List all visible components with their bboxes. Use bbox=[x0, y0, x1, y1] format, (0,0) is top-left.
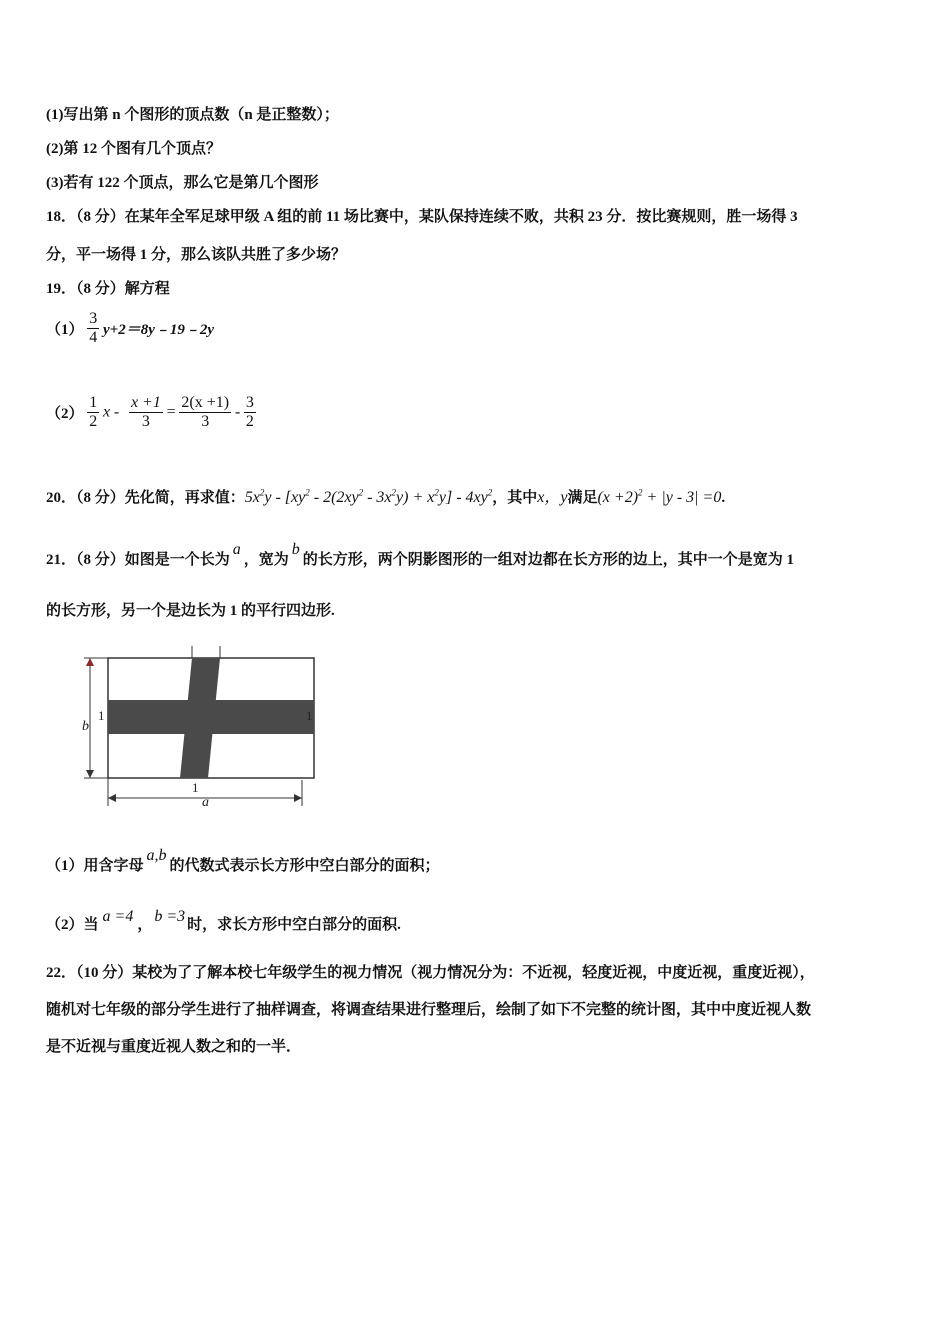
q19-part1-equation: y+2＝8y﹣19﹣2y bbox=[103, 322, 215, 338]
q21-line2: 的长方形，另一个是边长为 1 的平行四边形. bbox=[46, 603, 335, 619]
q21-part2 bbox=[46, 908, 401, 934]
q20-var-x: x， bbox=[537, 489, 561, 506]
q17-part3: (3)若有 122 个顶点，那么它是第几个图形 bbox=[46, 175, 319, 191]
fraction-numerator: x +1 bbox=[130, 394, 161, 411]
q18-line1: 18．（8 分）在某年全军足球甲级 A 组的前 11 场比赛中，某队保持连续不败，共积 23 分．按比赛规则，胜一场得 3 bbox=[46, 209, 798, 225]
q21-part2-comma: ， bbox=[137, 917, 153, 933]
q21-var-b: b bbox=[291, 541, 300, 558]
figure-label-1-right: 1 bbox=[306, 708, 313, 723]
figure-label-1-bottom: 1 bbox=[192, 780, 199, 795]
q21-text-a: 21．（8 分）如图是一个长为 bbox=[46, 552, 230, 568]
q20-condition-word: 满足 bbox=[567, 490, 598, 506]
figure-label-1-left: 1 bbox=[98, 708, 105, 723]
q19-part2-minus-1: - bbox=[113, 403, 120, 421]
q19-part1-fraction bbox=[87, 310, 99, 347]
q19-part2-fraction-3 bbox=[179, 394, 231, 431]
fraction-denominator: 2 bbox=[89, 413, 98, 430]
q19-part1 bbox=[46, 310, 214, 347]
q20-expression: $5x^2y - [xy^2 - 2(2xy^2 - 3x^2y) + x^2y] - 4xy^2$ bbox=[244, 487, 493, 506]
q21-figure bbox=[80, 640, 320, 810]
q20-var-y: y bbox=[560, 489, 568, 506]
q22-line3: 是不近视与重度近视人数之和的一半． bbox=[46, 1039, 302, 1055]
q21-part2-a-value: a =4 bbox=[102, 908, 134, 925]
figure-parallelogram bbox=[180, 658, 220, 778]
fraction-numerator: 2(x +1) bbox=[181, 394, 230, 411]
q21-var-a: a bbox=[232, 541, 241, 558]
q22-line1: 22．（10 分）某校为了了解本校七年级学生的视力情况（视力情况分为：不近视，轻度近视，中度近视，重度近视）， bbox=[46, 965, 815, 981]
figure-label-a: a bbox=[202, 795, 209, 810]
figure-label-b: b bbox=[82, 719, 89, 734]
figure-b-arrowhead-top bbox=[86, 658, 94, 666]
q20-prefix: 20．（8 分）先化简，再求值： bbox=[46, 490, 245, 506]
q19-part2-equals: = bbox=[166, 403, 176, 421]
q17-part2: (2)第 12 个图有几个顶点？ bbox=[46, 141, 221, 157]
q21-text-b: ，宽为 bbox=[243, 552, 289, 568]
q22-line2: 随机对七年级的部分学生进行了抽样调查，将调查结果进行整理后，绘制了如下不完整的统计图，其中中度近视人数 bbox=[46, 1002, 812, 1018]
q20-condition: $(x +2)^2 + |y - 3| =0$ bbox=[597, 487, 722, 506]
q21-part1-text-a: （1）用含字母 bbox=[46, 858, 144, 874]
q21-part2-b-value: b =3 bbox=[154, 908, 186, 925]
q21-line1 bbox=[46, 541, 795, 569]
fraction-numerator: 3 bbox=[245, 394, 254, 411]
q21-part2-text-b: 时，求长方形中空白部分的面积. bbox=[187, 917, 401, 933]
q19-part2-minus-2: - bbox=[234, 403, 241, 421]
q20-mid: ，其中 bbox=[492, 490, 538, 506]
fraction-denominator: 3 bbox=[179, 412, 231, 431]
q19-part2 bbox=[46, 394, 256, 431]
q19-part2-x: x bbox=[103, 403, 111, 421]
q21-part1-vars: a,b bbox=[146, 847, 167, 864]
q20-end: . bbox=[721, 490, 726, 506]
q21-text-c: 的长方形，两个阴影图形的一组对边都在长方形的边上，其中一个是宽为 1 bbox=[302, 552, 795, 568]
q21-part2-text-a: （2）当 bbox=[46, 917, 99, 933]
fraction-numerator: 1 bbox=[89, 394, 98, 411]
q17-part1: (1)写出第 n 个图形的顶点数（n 是正整数）； bbox=[46, 107, 339, 123]
q20 bbox=[46, 484, 725, 507]
fraction-numerator: 3 bbox=[89, 310, 98, 327]
q21-part1-text-b: 的代数式表示长方形中空白部分的面积； bbox=[169, 858, 440, 874]
fraction-denominator: 4 bbox=[89, 329, 98, 346]
figure-b-arrowhead-bottom bbox=[86, 770, 94, 778]
q18-line2: 分，平一场得 1 分，那么该队共胜了多少场？ bbox=[46, 247, 347, 263]
q19-part1-label: （1） bbox=[46, 322, 84, 338]
q21-part1 bbox=[46, 847, 440, 875]
q19-title: 19．（8 分）解方程 bbox=[46, 281, 170, 297]
fraction-denominator: 2 bbox=[245, 413, 254, 430]
q19-part2-label: （2） bbox=[46, 406, 84, 422]
figure-a-arrowhead-left bbox=[108, 794, 116, 802]
fraction-denominator: 3 bbox=[129, 412, 163, 431]
figure-a-arrowhead-right bbox=[294, 794, 302, 802]
q19-part2-fraction-2 bbox=[129, 394, 163, 431]
q19-part2-fraction-4 bbox=[244, 394, 256, 431]
q19-part2-fraction-1 bbox=[87, 394, 99, 431]
